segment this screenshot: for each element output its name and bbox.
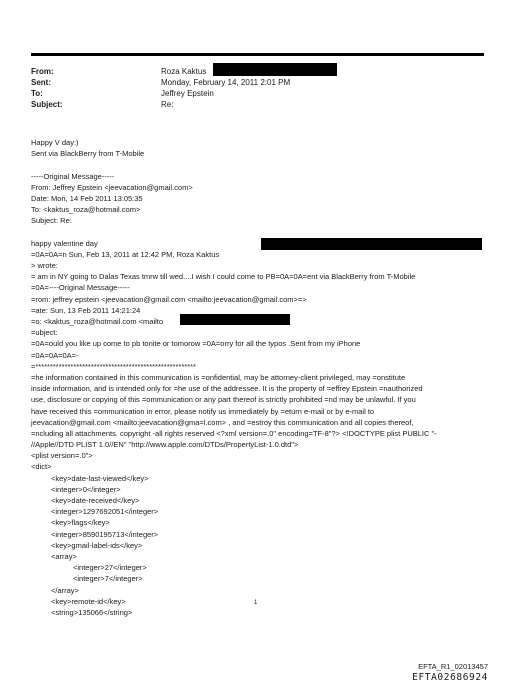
- footer-ref-1: EFTA_R1_02013457: [418, 662, 488, 671]
- to-label: To:: [31, 89, 43, 98]
- email-body: [31, 137, 491, 618]
- stars-line: =*******************************************************: [31, 361, 196, 371]
- original-separator: -----Original Message-----: [31, 171, 115, 181]
- valentine-line: happy valentine day: [31, 238, 98, 248]
- plist-value: <integer>0</integer>: [51, 484, 121, 494]
- plist-value: <integer>1297692051</integer>: [51, 507, 159, 517]
- quoted-line: =0A=----Original Message-----: [31, 283, 130, 293]
- from-label: From:: [31, 67, 54, 76]
- plist-array-item: <integer>7</integer>: [73, 574, 143, 584]
- plist-value: <integer>8590195713</integer>: [51, 529, 159, 539]
- redaction-bar: [213, 63, 337, 76]
- footer-ref-2: EFTA02686924: [412, 672, 488, 683]
- disclaimer-line: inside information, and is intended only for =he use of the addressee. It is the property of =effrey Epstein =nauthorized: [31, 384, 423, 394]
- to-value: Jeffrey Epstein: [161, 89, 214, 98]
- header-rule: [31, 53, 484, 56]
- plist-key: <key>date-received</key>: [51, 496, 140, 505]
- page-number: 1: [254, 600, 258, 606]
- quoted-line: = am in NY going to Dalas Texas tmrw till wed....I wish I could come to PB=0A=0A=ent via BlackBerry from T-Mobile: [31, 272, 416, 282]
- plist-key: <key>flags</key>: [51, 518, 110, 528]
- wrote: > wrote:: [31, 261, 58, 271]
- quoted-subject: =ubject:: [31, 328, 58, 338]
- disclaimer-line: =ncluding all attachments. copyright -all rights reserved <?xml version=.0" encoding=TF-8"?> <!DOCTYPE plist PUBLIC "-: [31, 428, 437, 438]
- original-from: From: Jeffrey Epstein <jeevacation@gmail.com>: [31, 182, 193, 192]
- plist-array-close: </array>: [51, 585, 79, 595]
- disclaimer-line: =he information contained in this communication is =onfidential, may be attorney-client privileged, may =onstitute: [31, 372, 406, 382]
- wrote-line: =0A=0A=n Sun, Feb 13, 2011 at 12:42 PM, Roza Kaktus: [31, 249, 220, 259]
- greeting: Happy V day:): [31, 138, 79, 147]
- sent-value: Monday, February 14, 2011 2:01 PM: [161, 78, 291, 87]
- plist-key: <key>remote-id</key>: [51, 596, 126, 606]
- sent-label: Sent:: [31, 78, 51, 87]
- disclaimer-line: use, disclosure or copying of this =ommunication or any part thereof is strictly prohibited =nd may be unlawful. If you: [31, 395, 416, 405]
- subject-label: Subject:: [31, 100, 63, 109]
- plist-array-item: <integer>27</integer>: [73, 563, 147, 573]
- quoted-date: =ate: Sun, 13 Feb 2011 14:21:24: [31, 305, 141, 315]
- signature: Sent via BlackBerry from T-Mobile: [31, 149, 145, 159]
- original-subject: Subject: Re:: [31, 216, 72, 226]
- original-to: To: <kaktus_roza@hotmail.com>: [31, 205, 141, 215]
- original-date: Date: Mon, 14 Feb 2011 13:05:35: [31, 193, 143, 203]
- subject-value: Re:: [161, 100, 174, 109]
- plist-key: <key>date-last-viewed</key>: [51, 473, 149, 483]
- plist-line: <plist version=.0">: [31, 451, 93, 461]
- quoted-to: =o: <kaktus_roza@hotmail.com <mailto: [31, 317, 164, 326]
- disclaimer-line: //Apple//DTD PLIST 1.0//EN" "http://www.apple.com/DTDs/PropertyList-1.0.dtd">: [31, 440, 299, 450]
- quoted-end: =0A=0A=0A=-: [31, 350, 79, 360]
- plist-value: <string>135066</string>: [51, 607, 133, 617]
- plist-key: <key>gmail-label-ids</key>: [51, 540, 143, 550]
- quoted-from: =rom: jeffrey epstein <jeevacation@gmail.com <mailto:jeevacation@gmail.com>=>: [31, 294, 307, 304]
- quoted-message: =0A=ould you like up come to pb tonite or tomorow =0A=orry for all the typos .Sent from my iPhone: [31, 339, 361, 349]
- dict-line: <dict>: [31, 462, 52, 472]
- disclaimer-line: have received this =ommunication in error, please notify us immediately by =eturn e-mail or by e-mail to: [31, 406, 375, 416]
- disclaimer-line: jeevacation@gmail.com <mailto:jeevacation@gma=l.com> , and =estroy this communication and all copies thereof,: [31, 417, 414, 427]
- plist-array-open: <array>: [51, 551, 77, 561]
- from-value: Roza Kaktus: [161, 67, 207, 76]
